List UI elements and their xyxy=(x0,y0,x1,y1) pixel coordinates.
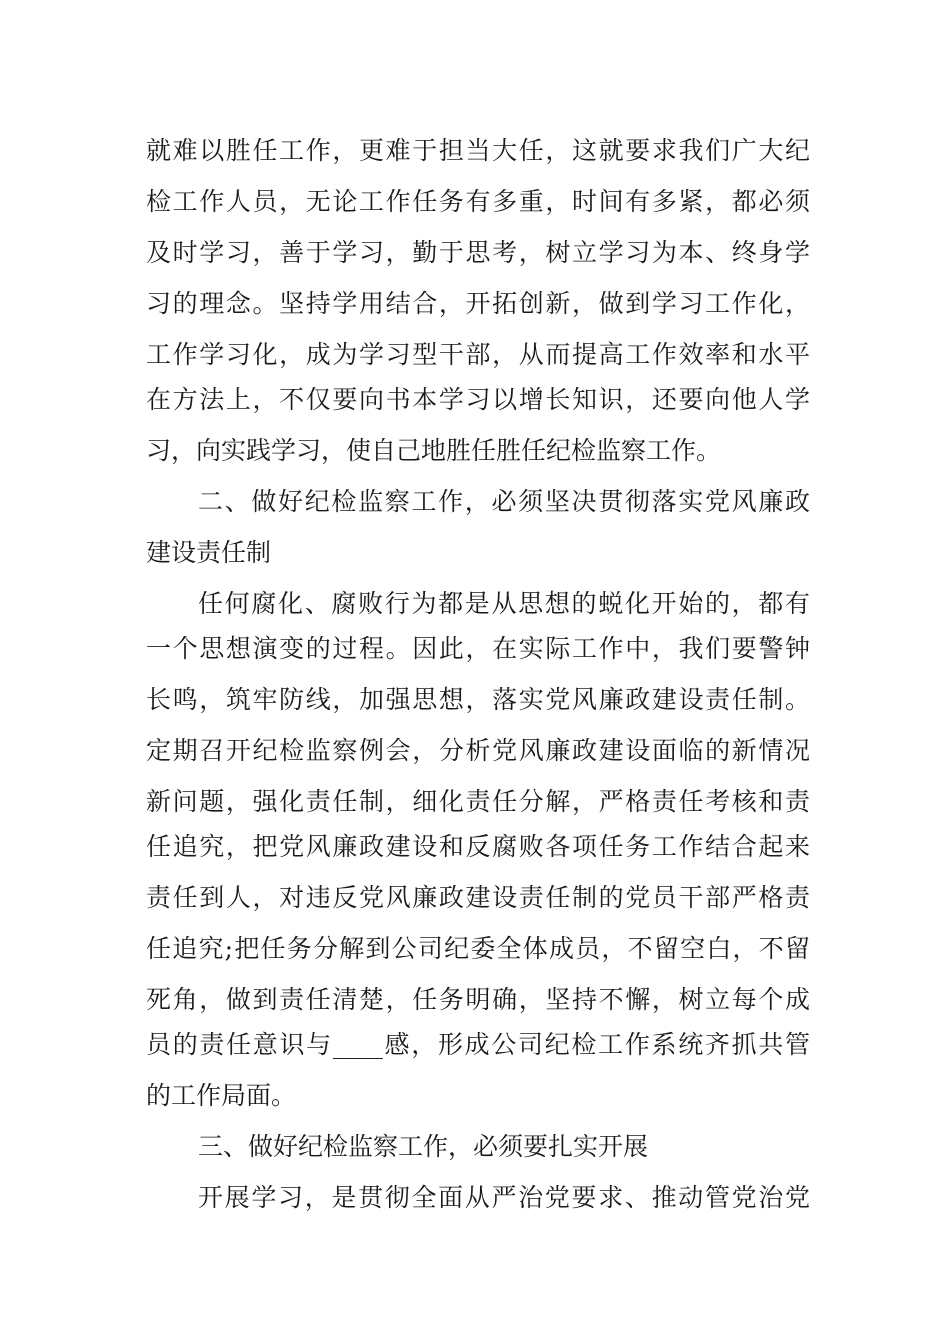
text-line: 任何腐化、腐败行为都是从思想的蜕化开始的，都有 xyxy=(198,589,810,618)
text-line: 责任到人，对违反党风廉政建设责任制的党员干部严格责 xyxy=(146,883,810,912)
text-line: 检工作人员，无论工作任务有多重，时间有多紧，都必须 xyxy=(146,187,810,216)
section-heading: 三、做好纪检监察工作，必须要扎实开展 xyxy=(198,1132,649,1161)
text-line: 及时学习，善于学习，勤于思考，树立学习为本、终身学 xyxy=(146,238,810,267)
text-line: 定期召开纪检监察例会，分析党风廉政建设面临的新情况 xyxy=(146,736,810,765)
text-line: 任追究，把党风廉政建设和反腐败各项任务工作结合起来 xyxy=(146,832,810,861)
text-line: 习的理念。坚持学用结合，开拓创新，做到学习工作化， xyxy=(146,289,810,318)
text-line: 的工作局面。 xyxy=(146,1081,297,1110)
text-line: 任追究;把任务分解到公司纪委全体成员，不留空白，不留 xyxy=(146,934,810,963)
section-heading-continued: 建设责任制 xyxy=(146,538,272,567)
text-line: 一个思想演变的过程。因此，在实际工作中，我们要警钟 xyxy=(146,634,810,663)
text-line: 新问题，强化责任制，细化责任分解，严格责任考核和责 xyxy=(146,787,810,816)
text-line: 在方法上，不仅要向书本学习以增长知识，还要向他人学 xyxy=(146,385,810,414)
text-line: 就难以胜任工作，更难于担当大任，这就要求我们广大纪 xyxy=(146,136,810,165)
text-line: 习，向实践学习，使自己地胜任胜任纪检监察工作。 xyxy=(146,436,722,465)
section-heading: 二、做好纪检监察工作，必须坚决贯彻落实党风廉政 xyxy=(198,487,810,516)
text-line: 工作学习化，成为学习型干部，从而提高工作效率和水平 xyxy=(146,340,810,369)
text-line: 员的责任意识与____感，形成公司纪检工作系统齐抓共管 xyxy=(146,1030,810,1059)
text-line: 开展学习，是贯彻全面从严治党要求、推动管党治党 xyxy=(198,1183,810,1212)
text-line: 长鸣，筑牢防线，加强思想，落实党风廉政建设责任制。 xyxy=(146,685,810,714)
text-line: 死角，做到责任清楚，任务明确，坚持不懈，树立每个成 xyxy=(146,985,810,1014)
